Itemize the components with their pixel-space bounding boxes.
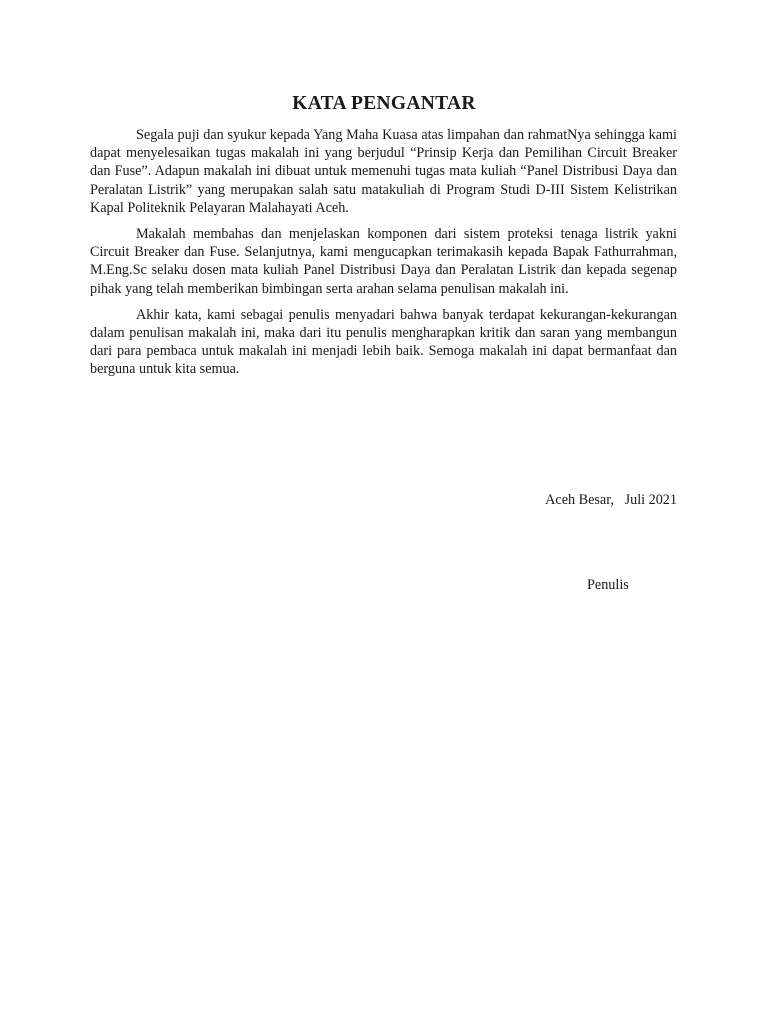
place-date: Aceh Besar, Juli 2021: [545, 492, 677, 508]
signer-label: Penulis: [587, 577, 629, 593]
paragraph-2: Makalah membahas dan menjelaskan komponen dari sistem proteksi tenaga listrik yakni Circuit Breaker dan Fuse. Selanjutnya, kami mengucapkan terimakasih kepada Bapak Fathurrahman, M.Eng.Sc selaku dosen mata kuliah Panel Distribusi Daya dan Peralatan Listrik dan kepada segenap pihak yang telah memberikan bimbingan serta arahan selama penulisan makalah ini.: [90, 226, 677, 297]
page-title: KATA PENGANTAR: [292, 93, 476, 114]
paragraph-1: Segala puji dan syukur kepada Yang Maha Kuasa atas limpahan dan rahmatNya sehingga kami dapat menyelesaikan tugas makalah ini yang berjudul “Prinsip Kerja dan Pemilihan Circuit Breaker dan Fuse”. Adapun makalah ini dibuat untuk memenuhi tugas mata kuliah “Panel Distribusi Daya dan Peralatan Listrik” yang merupakan salah satu matakuliah di Program Studi D-III Sistem Kelistrikan Kapal Politeknik Pelayaran Malahayati Aceh.: [90, 127, 677, 216]
body-text: [90, 126, 677, 387]
paragraph-3: Akhir kata, kami sebagai penulis menyadari bahwa banyak terdapat kekurangan-kekurangan dalam penulisan makalah ini, maka dari itu penulis mengharapkan kritik dan saran yang membangun dari para pembaca untuk makalah ini menjadi lebih baik. Semoga makalah ini dapat bermanfaat dan berguna untuk kita semua.: [90, 306, 677, 378]
